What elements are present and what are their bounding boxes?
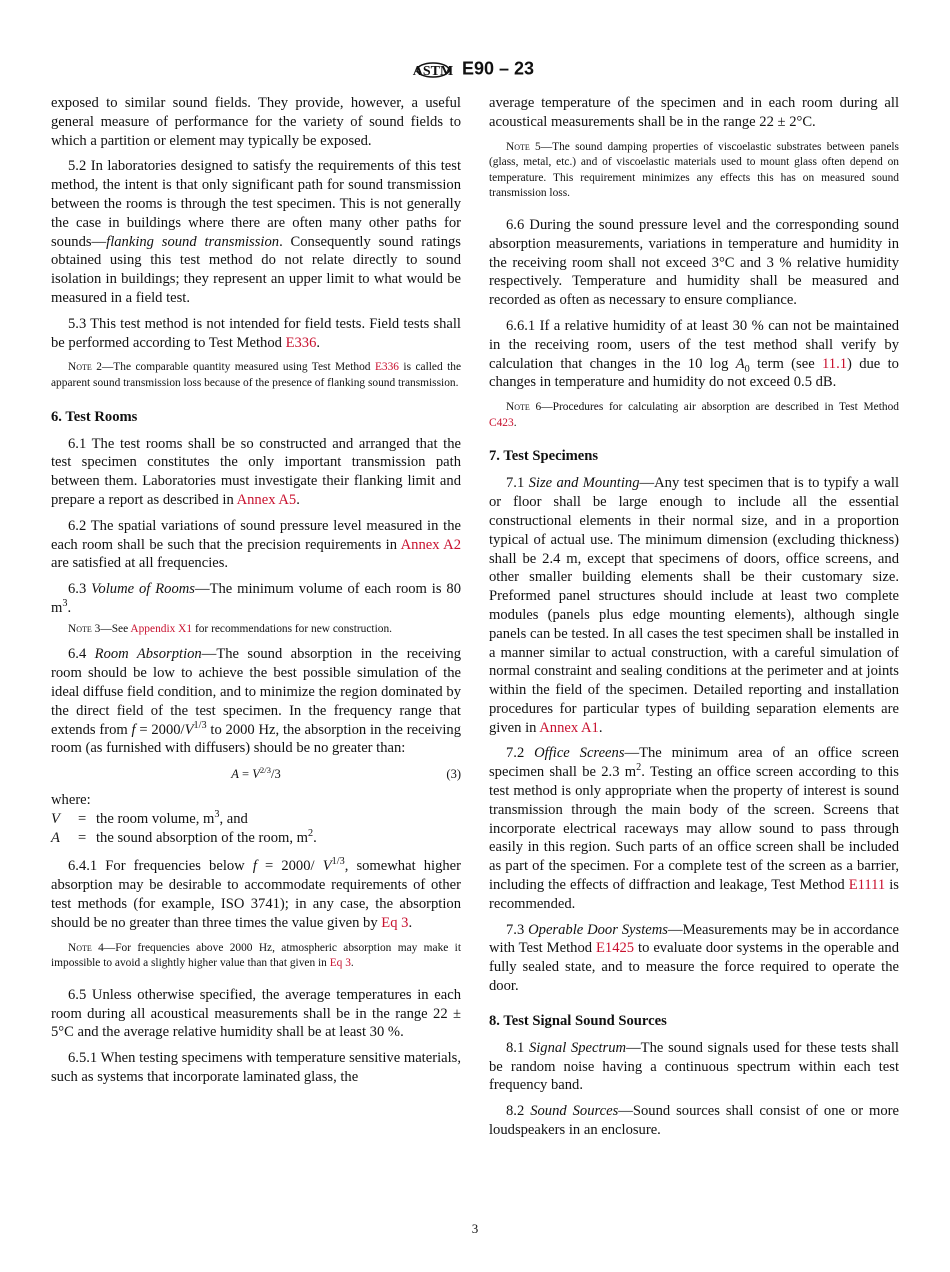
text-run: /3 bbox=[271, 767, 281, 782]
cross-reference-link[interactable]: E1425 bbox=[596, 940, 635, 957]
paragraph bbox=[489, 317, 899, 392]
italic-term: V bbox=[322, 858, 332, 875]
paragraph bbox=[51, 517, 461, 573]
cross-reference-link[interactable]: E336 bbox=[374, 361, 399, 374]
page-header bbox=[0, 56, 950, 82]
text-run: 8.2 bbox=[506, 1103, 531, 1120]
text-run: , somewhat higher absorption may be desirable to accommodate requirements of other test methods (for example, ISO 3741); in any case, the absorption should be no greater than three times the value given by bbox=[51, 858, 462, 931]
text-run: 6—Procedures for calculating air absorption are described in Test Method bbox=[529, 401, 899, 414]
text-run: 6. Test Rooms bbox=[51, 408, 138, 425]
text-run: average temperature of the specimen and in each room during all acoustical measurements shall be in the range 22 ± 2°C. bbox=[489, 95, 899, 130]
paragraph bbox=[489, 94, 899, 132]
note-label: Note bbox=[68, 622, 92, 635]
text-run: 6.5.1 When testing specimens with temperature sensitive materials, such as systems that incorporate laminated glass, the bbox=[51, 1050, 461, 1086]
text-run: 6.6 During the sound pressure level and the corresponding sound absorption measurements, variations in temperature and humidity in the receiving room shall not exceed 3°C and 3 % relative humidity respectively. Temperature and humidity shall be measured and recorded as often as necessary to ensure compliance. bbox=[489, 216, 899, 309]
paragraph bbox=[51, 580, 461, 618]
paragraph bbox=[51, 315, 461, 353]
italic-term: Office Screens bbox=[534, 745, 625, 762]
italic-term: Signal Spectrum bbox=[528, 1039, 627, 1056]
text-run: 7.3 bbox=[506, 921, 529, 938]
paragraph bbox=[51, 857, 461, 932]
note bbox=[51, 941, 461, 972]
text-run: —The minimum volume of each room is 80 m bbox=[51, 581, 462, 616]
section-heading bbox=[489, 1012, 899, 1031]
italic-term: Operable Door Systems bbox=[528, 921, 668, 938]
text-run: —The sound signals used for these tests shall be random noise having a continuous spectrum within each test frequency band. bbox=[489, 1039, 899, 1094]
note bbox=[51, 622, 461, 638]
italic-term: flanking sound transmission bbox=[106, 233, 280, 250]
text-run: —Measurements may be in accordance with Test Method bbox=[489, 921, 899, 957]
text-run: . bbox=[350, 957, 354, 970]
math-script: 2 bbox=[308, 827, 314, 839]
italic-term: Size and Mounting bbox=[528, 475, 640, 492]
text-run: 6.5 Unless otherwise specified, the average temperatures in each room during all acoustical measurements shall be in the range 22 ± 5°C and the average relative humidity shall be at least 30 %. bbox=[51, 986, 461, 1041]
where-label: where: bbox=[51, 792, 91, 809]
text-run: . bbox=[598, 719, 603, 736]
math-script: 1/3 bbox=[331, 856, 345, 868]
text-run: term (see bbox=[749, 355, 823, 372]
text-run: 6.6.1 If a relative humidity of at least 30 % can not be maintained in the receiving room, users of the test method shall verify by calculation that changes in the 10 log bbox=[489, 317, 899, 372]
paragraph bbox=[51, 435, 461, 510]
cross-reference-link[interactable]: 11.1 bbox=[822, 355, 848, 372]
variable-definition bbox=[51, 829, 461, 848]
variable-definition bbox=[51, 810, 461, 829]
italic-term: A bbox=[735, 355, 745, 372]
paragraph bbox=[51, 1049, 461, 1087]
right-column bbox=[489, 94, 899, 1147]
section-heading bbox=[51, 408, 461, 427]
italic-term: Volume of Rooms bbox=[91, 581, 195, 598]
cross-reference-link[interactable]: Appendix X1 bbox=[130, 622, 193, 635]
math-script: 2/3 bbox=[259, 764, 272, 775]
text-run: , and bbox=[219, 810, 248, 827]
text-run: the sound absorption of the room, m bbox=[96, 829, 308, 846]
math-script: 3 bbox=[62, 598, 68, 610]
note bbox=[489, 400, 899, 431]
text-run: = 2000/ bbox=[256, 858, 323, 875]
section-heading bbox=[489, 447, 899, 466]
text-run: . bbox=[296, 491, 300, 508]
document-code: E90 – 23 bbox=[461, 58, 535, 79]
text-run: the room volume, m bbox=[96, 810, 215, 827]
note bbox=[489, 140, 899, 202]
equation-number: (3) bbox=[446, 767, 461, 782]
equation bbox=[51, 765, 461, 783]
italic-term: Sound Sources bbox=[530, 1103, 619, 1120]
cross-reference-link[interactable]: Eq 3 bbox=[381, 914, 409, 931]
cross-reference-link[interactable]: Eq 3 bbox=[329, 957, 351, 970]
math-script: 2 bbox=[636, 762, 642, 774]
italic-term: V bbox=[252, 767, 260, 782]
text-run: . bbox=[316, 334, 321, 351]
text-run: to 2000 Hz, the absorption in the receiving room (as furnished with diffusers) should be no greater than: bbox=[51, 721, 461, 757]
text-run: ) due to changes in temperature and humidity do not exceed 0.5 dB. bbox=[489, 355, 899, 391]
variable-description bbox=[96, 829, 317, 848]
text-run: for recommendations for new construction. bbox=[192, 622, 393, 635]
text-run: . Consequently sound ratings obtained using this test method do not relate directly to sound isolation in buildings; they represent an upper limit to what would be measured in a field test. bbox=[51, 233, 461, 306]
text-run: is recommended. bbox=[489, 877, 899, 912]
text-run: 4—For frequencies above 2000 Hz, atmospheric absorption may make it impossible to avoid a slightly higher value than that given in bbox=[51, 941, 461, 970]
text-run: —The minimum area of an office screen specimen shall be 2.3 m bbox=[489, 745, 900, 781]
text-run: 2—The comparable quantity measured using Test Method bbox=[91, 361, 375, 374]
italic-term: V bbox=[184, 721, 194, 738]
italic-term: Room Absorption bbox=[94, 646, 202, 663]
text-run: exposed to similar sound fields. They provide, however, a useful general measure of performance for the variety of sound fields to which a partition or element may typically be exposed. bbox=[51, 95, 461, 149]
italic-term: f bbox=[252, 858, 257, 875]
text-run: = 2000/ bbox=[135, 721, 185, 738]
text-run: 6.3 bbox=[68, 581, 92, 598]
text-run: 6.2 The spatial variations of sound pressure level measured in the each room shall be such that the precision requirements in bbox=[51, 517, 461, 553]
variable-definitions bbox=[51, 791, 461, 847]
text-run: . bbox=[67, 599, 72, 616]
text-run: —Sound sources shall consist of one or more loudspeakers in an enclosure. bbox=[489, 1103, 899, 1139]
cross-reference-link[interactable]: Annex A2 bbox=[400, 536, 461, 553]
paragraph bbox=[489, 921, 899, 996]
text-run: —The sound absorption in the receiving room should be low to achieve the best possible simulation of the ideal diffuse field condition, and to minimize the region dominated by the direct field of the test specimen. In the frequency range that extends from bbox=[51, 646, 461, 738]
svg-text:ASTM: ASTM bbox=[412, 64, 454, 79]
text-run: . Testing an office screen according to this test method is only appropriate when the property of interest is sound transmission through the main body of the screen. Screens that incorporate electrical raceways may allow sound to pass through easily in this region. Such parts of an office screen shall be included as part of the specimen. For a complete test of the screen as a barrier, including the effects of diffraction and leakage, Test Method bbox=[489, 764, 899, 894]
text-run: 8.1 bbox=[506, 1039, 529, 1056]
italic-term: f bbox=[131, 721, 136, 738]
variable-symbol: A bbox=[51, 829, 60, 846]
cross-reference-link[interactable]: Annex A5 bbox=[236, 491, 297, 508]
page-number: 3 bbox=[471, 1221, 479, 1236]
cross-reference-link[interactable]: E1111 bbox=[848, 877, 886, 894]
text-run: = bbox=[238, 767, 253, 782]
text-run: 6.4 bbox=[68, 646, 95, 663]
paragraph bbox=[51, 94, 461, 150]
text-run: . bbox=[408, 914, 413, 931]
text-run: . bbox=[313, 829, 317, 846]
equals-sign: = bbox=[78, 810, 87, 827]
text-run: to evaluate door systems in the operable and fully sealed state, and to measure the force required to operate the door. bbox=[489, 940, 900, 995]
paragraph bbox=[489, 744, 899, 913]
math-script: 1/3 bbox=[193, 719, 207, 731]
variable-symbol: V bbox=[51, 810, 60, 827]
note-label: Note bbox=[506, 140, 530, 153]
note-label: Note bbox=[68, 941, 92, 954]
astm-logo-icon bbox=[412, 56, 454, 82]
text-run: 6.4.1 For frequencies below bbox=[68, 858, 253, 875]
text-run: 7.2 bbox=[506, 745, 535, 762]
text-run: 8. Test Signal Sound Sources bbox=[489, 1012, 667, 1029]
math-script: 0 bbox=[744, 363, 750, 375]
note-label: Note bbox=[506, 401, 530, 414]
text-run: 6.1 The test rooms shall be so constructed and arranged that the test specimen constitutes the only important transmission path between them. Laboratories must investigate their flanking limit and prepare a report as described in bbox=[51, 435, 461, 508]
text-run: —Any test specimen that is to typify a wall or floor shall be large enough to include all the essential constructional elements in their normal size, and in a proportion typical of actual use. The minimum dimension (excluding thickness) shall be 2.4 m, except that specimens of doors, office screens, and other smaller building elements shall be their customary size. Preformed panel structures should include at least two complete modules (panels plus edge mounting elements), although single panels can be tested. In all cases the test specimen shall be installed in a manner similar to actual construction, with a careful simulation of normal constraint and sealing conditions at the perimeter and at joints within the field of the specimen. Detailed reporting and installation procedures for particular types of building separation elements are given in bbox=[489, 475, 900, 736]
variable-description bbox=[96, 810, 248, 829]
text-run: . bbox=[513, 416, 517, 429]
text-run: is called the apparent sound transmission loss because of the presence of flanking sound transmission. bbox=[51, 361, 462, 389]
paragraph bbox=[489, 216, 899, 310]
math-script: 3 bbox=[214, 809, 220, 821]
cross-reference-link[interactable]: C423 bbox=[489, 416, 514, 429]
italic-term: A bbox=[231, 767, 239, 782]
text-run: 7.1 bbox=[506, 475, 529, 492]
paragraph bbox=[51, 986, 461, 1042]
left-column bbox=[51, 94, 461, 1094]
text-run: 5.3 This test method is not intended for field tests. Field tests shall be performed according to Test Method bbox=[51, 315, 461, 351]
text-run: 5—The sound damping properties of viscoelastic substrates between panels (glass, metal, etc.) and of viscoelastic materials used to mount glass often depend on temperature. This requirement minimizes any effects this has on measured sound transmission loss. bbox=[489, 140, 899, 200]
paragraph bbox=[51, 157, 461, 307]
paragraph bbox=[489, 1102, 899, 1140]
paragraph bbox=[489, 1039, 899, 1095]
cross-reference-link[interactable]: E336 bbox=[285, 334, 317, 351]
text-run: 7. Test Specimens bbox=[489, 448, 599, 465]
text-run: 3—See bbox=[91, 622, 131, 635]
cross-reference-link[interactable]: Annex A1 bbox=[539, 719, 599, 736]
note-label: Note bbox=[68, 361, 92, 374]
equals-sign: = bbox=[78, 829, 87, 846]
note bbox=[51, 360, 461, 391]
paragraph bbox=[51, 645, 461, 758]
paragraph bbox=[489, 474, 899, 737]
text-run: 5.2 In laboratories designed to satisfy the requirements of this test method, the intent is that only significant path for sound transmission between the rooms is through the test specimen. This is not generally the case in buildings where there are often many other paths for sounds— bbox=[51, 158, 461, 250]
text-run: are satisfied at all frequencies. bbox=[51, 555, 229, 572]
